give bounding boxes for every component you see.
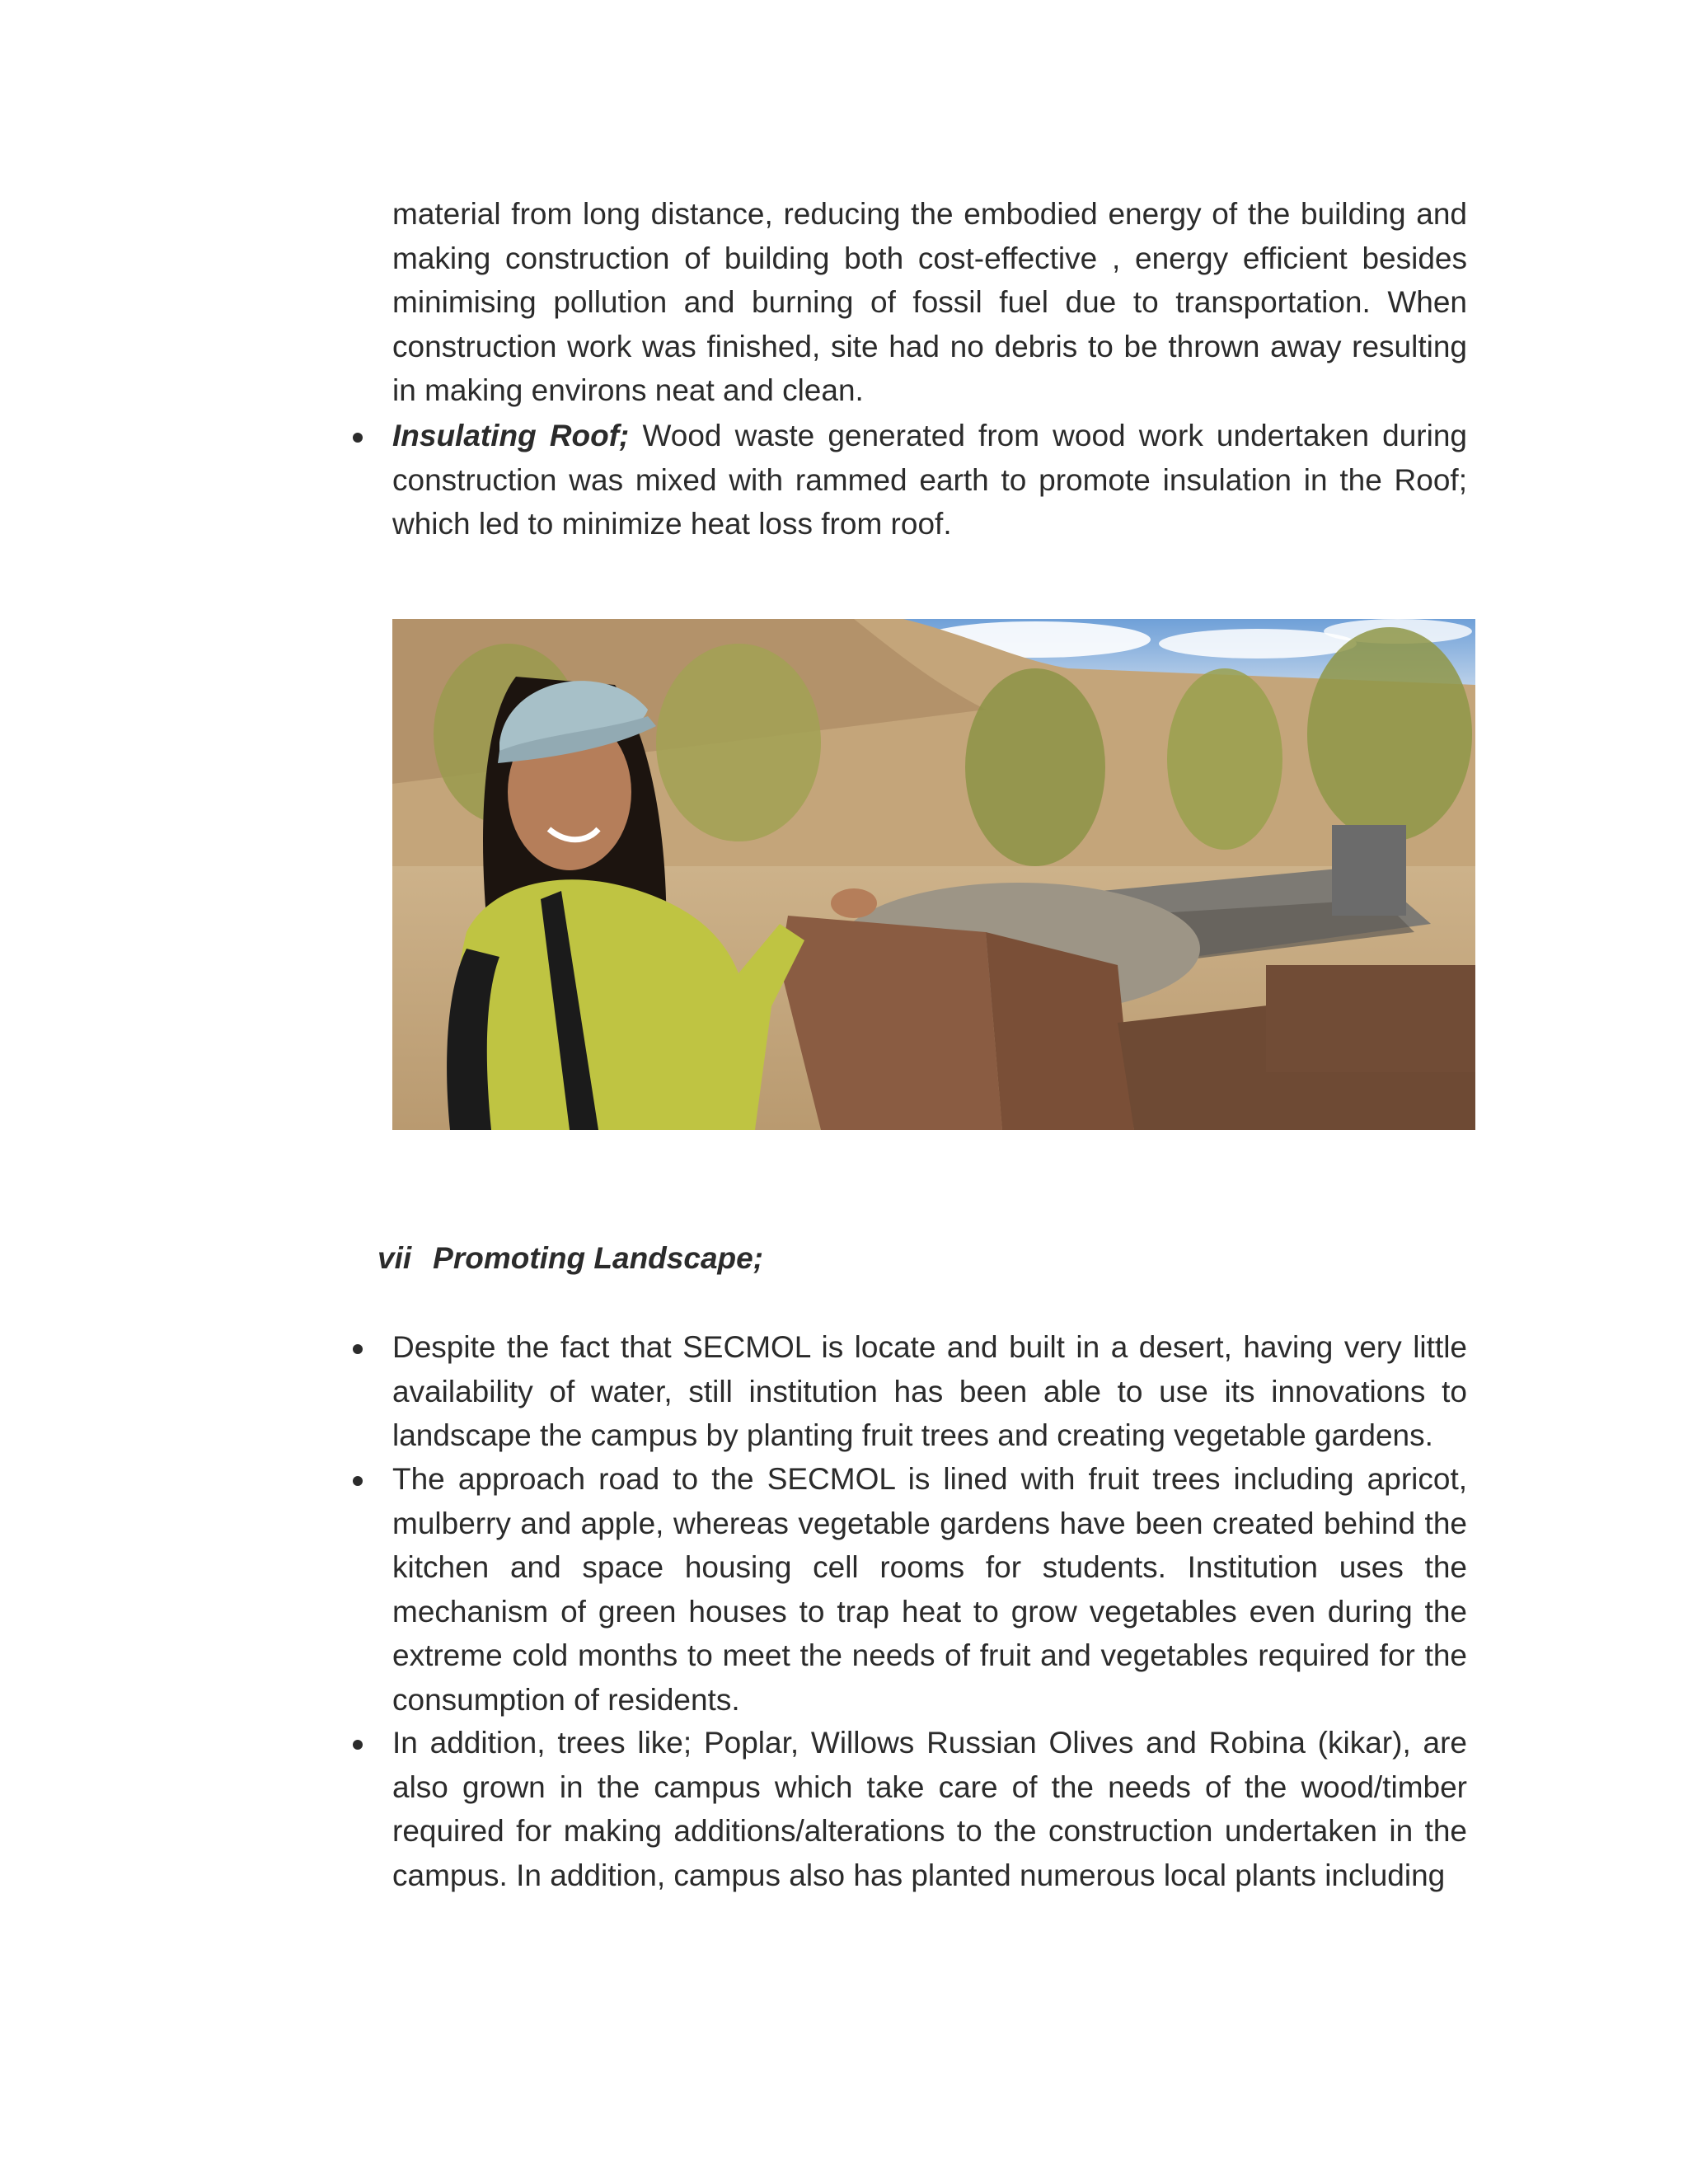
bullet-landscape-1 — [392, 1325, 1467, 1458]
intro-paragraph: material from long distance, reducing the embodied energy of the building and making construction of building both cost-effective , energy efficient besides minimising pollution and burning of fossil fuel due to transportation. When construction work was finished, site had no debris to be thrown away resulting in making environs neat and clean. — [392, 197, 1467, 407]
section-number: vii — [377, 1241, 412, 1275]
bullet-icon — [353, 1344, 363, 1354]
bullet-body: Wood waste generated from wood work undertaken during construction was mixed with rammed earth to promote insulation in the Roof; which led to minimize heat loss from roof. — [392, 419, 1467, 541]
bullet-text: The approach road to the SECMOL is lined with fruit trees including apricot, mulberry and apple, whereas vegetable gardens have been created behind the kitchen and space housing cell rooms for students. Institution uses the mechanism of green houses to trap heat to grow vegetables even during the extreme cold months to meet the needs of fruit and vegetables required for the consumption of residents. — [392, 1462, 1467, 1717]
bullet-landscape-3 — [392, 1721, 1467, 1897]
bullet-text — [392, 414, 1467, 546]
bullet-icon — [353, 433, 363, 443]
bullet-insulating-roof — [392, 414, 1467, 546]
bullet-text: Despite the fact that SECMOL is locate and built in a desert, having very little availability of water, still institution has been able to use its innovations to landscape the campus by planting fruit trees and creating vegetable gardens. — [392, 1330, 1467, 1452]
bullet-icon — [353, 1740, 363, 1750]
bullet-text: In addition, trees like; Poplar, Willows Russian Olives and Robina (kikar), are also grown in the campus which take care of the needs of the wood/timber required for making additions/alterations to the construction undertaken in the campus. In addition, campus also has planted numerous local plants including — [392, 1726, 1467, 1892]
bullet-icon — [353, 1476, 363, 1486]
bullet-landscape-2 — [392, 1457, 1467, 1722]
section-title: Promoting Landscape; — [433, 1241, 764, 1275]
section-heading — [377, 1241, 763, 1276]
bullet-lead: Insulating Roof; — [392, 419, 630, 452]
photo-woman-with-rammed-earth-block — [392, 619, 1475, 1130]
